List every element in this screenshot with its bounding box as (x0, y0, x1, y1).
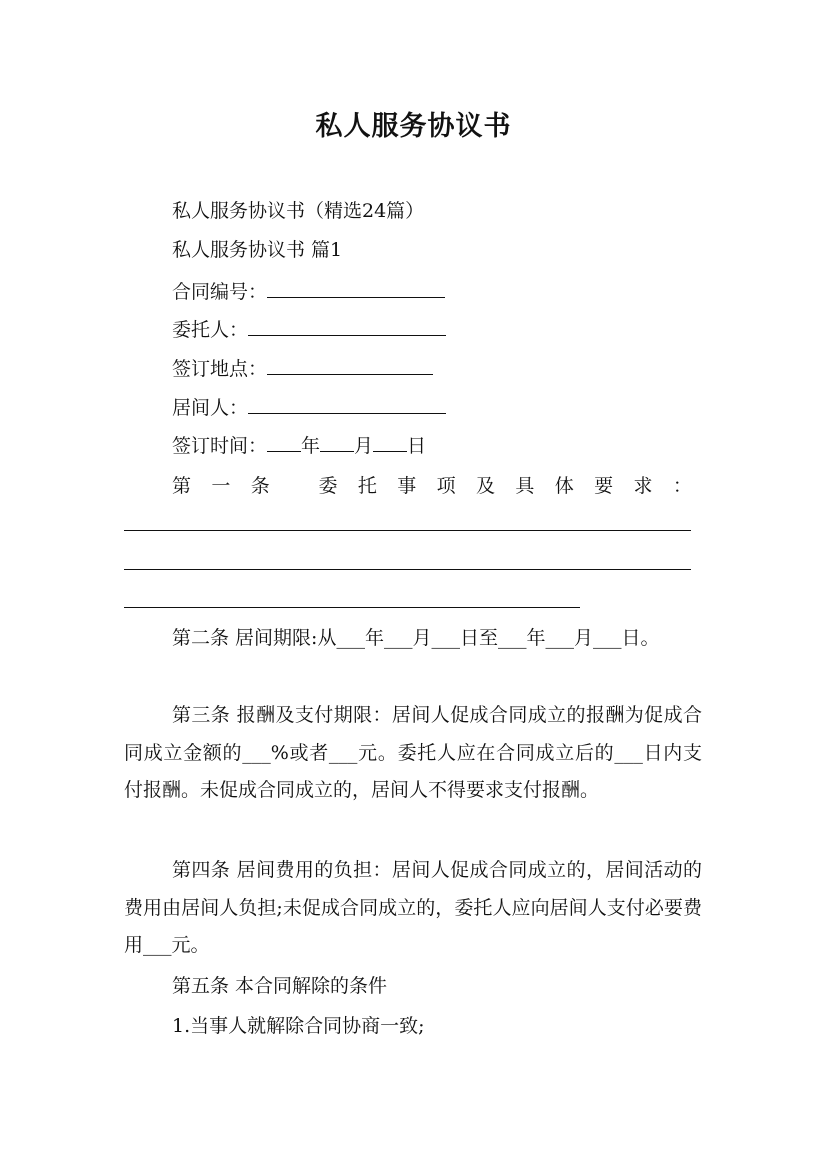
signing-place-line (172, 355, 433, 381)
article-3-paragraph (124, 697, 702, 810)
item-1-paragraph (124, 1008, 702, 1046)
year-blank (267, 432, 301, 452)
article-2-paragraph (124, 620, 702, 658)
contract-number-line (172, 278, 445, 304)
article-1-char: 一 (211, 475, 231, 497)
document-title: 私人服务协议书 (315, 111, 512, 142)
intermediary-label: 居间人： (172, 397, 249, 419)
article-2-text: 第二条 居间期限:从___年___月___日至___年___月___日。 (172, 627, 660, 649)
blank-rule-3 (124, 607, 580, 608)
item-1-text: 1.当事人就解除合同协商一致; (172, 1015, 425, 1037)
document-subtitle: 私人服务协议书（精选24篇） (172, 200, 425, 222)
day-blank (373, 432, 407, 452)
article-1-char: 具 (515, 475, 535, 497)
principal-label: 委托人： (172, 319, 249, 341)
contract-number-label: 合同编号： (172, 281, 268, 303)
month-blank (320, 432, 354, 452)
signing-place-blank (267, 355, 433, 375)
article-1-heading (172, 471, 692, 498)
signing-time-label: 签订时间： (172, 435, 268, 457)
month-label: 月 (354, 435, 374, 457)
principal-blank (248, 316, 446, 336)
article-5-paragraph (124, 968, 702, 1006)
blank-rule-1 (124, 530, 691, 531)
contract-number-blank (267, 278, 445, 298)
day-label: 日 (407, 435, 427, 457)
article-1-char: 体 (554, 475, 574, 497)
article-1-gap (290, 471, 298, 498)
signing-time-line (172, 432, 426, 458)
article-1-char: 委 (318, 475, 338, 497)
article-1-char: 及 (475, 475, 495, 497)
article-1-char: 要 (594, 475, 614, 497)
intermediary-blank (248, 394, 446, 414)
article-4-paragraph (124, 852, 702, 965)
article-4-text: 第四条 居间费用的负担：居间人促成合同成立的，居间活动的费用由居间人负担;未促成合同成立的，委托人应向居间人支付必要费用___元。 (124, 859, 702, 956)
article-1-char: 求 (633, 475, 653, 497)
article-1-char: 项 (436, 475, 456, 497)
section-heading: 私人服务协议书 篇1 (172, 239, 343, 261)
article-3-text: 第三条 报酬及支付期限：居间人促成合同成立的报酬为促成合同成立金额的___%或者___元。委托人应在合同成立后的___日内支付报酬。未促成合同成立的，居间人不得要求支付报酬。 (124, 704, 702, 801)
article-1-char: 条 (250, 475, 270, 497)
article-1-char: 第 (172, 475, 192, 497)
signing-place-label: 签订地点： (172, 358, 268, 380)
year-label: 年 (301, 435, 321, 457)
article-1-char: 事 (397, 475, 417, 497)
article-1-char: 托 (357, 475, 377, 497)
blank-rule-2 (124, 569, 691, 570)
intermediary-line (172, 394, 446, 420)
article-1-char: ： (672, 475, 692, 497)
principal-line (172, 316, 446, 342)
article-5-heading: 第五条 本合同解除的条件 (172, 975, 388, 997)
